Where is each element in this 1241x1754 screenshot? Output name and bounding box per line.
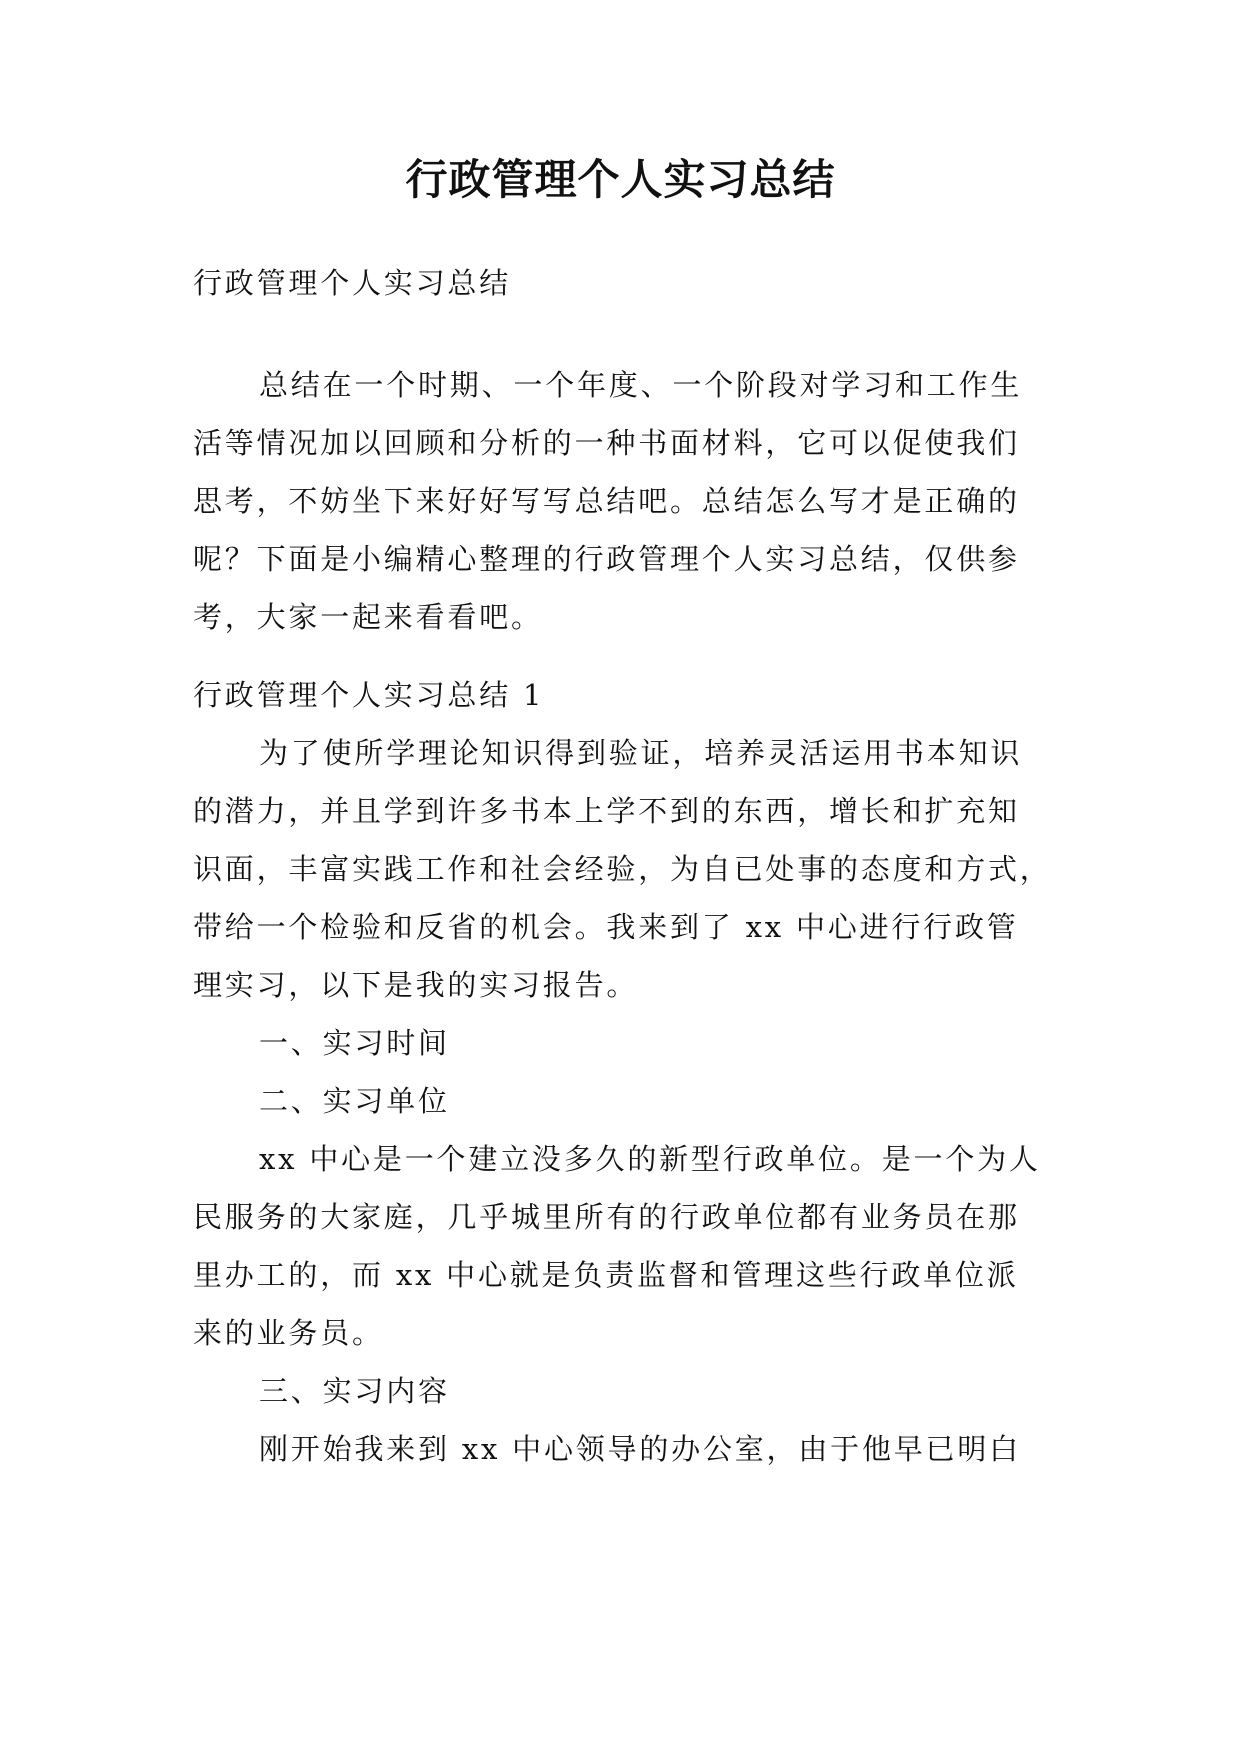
paragraph-line: 识面，丰富实践工作和社会经验，为自已处事的态度和方式， <box>193 852 1052 886</box>
list-item-time: 一、实习时间 <box>259 1026 450 1060</box>
paragraph-line: 刚开始我来到 xx 中心领导的办公室，由于他早已明白 <box>259 1432 1021 1466</box>
document-title: 行政管理个人实习总结 <box>405 155 836 204</box>
list-item-content: 三、实习内容 <box>259 1374 450 1408</box>
paragraph-line: 总结在一个时期、一个年度、一个阶段对学习和工作生 <box>259 368 1023 402</box>
paragraph-line: 民服务的大家庭，几乎城里所有的行政单位都有业务员在那 <box>193 1200 1020 1234</box>
paragraph-line: 呢？下面是小编精心整理的行政管理个人实习总结，仅供参 <box>193 542 1020 576</box>
paragraph-3 <box>193 1420 1053 1478</box>
paragraph-2 <box>193 1130 1053 1362</box>
paragraph-line: xx 中心是一个建立没多久的新型行政单位。是一个为人 <box>259 1142 1041 1176</box>
paragraph-line: 来的业务员。 <box>193 1316 384 1350</box>
paragraph-line: 考，大家一起来看看吧。 <box>193 600 543 634</box>
paragraph-line: 思考，不妨坐下来好好写写总结吧。总结怎么写才是正确的 <box>193 484 1020 518</box>
document-subtitle: 行政管理个人实习总结 <box>193 266 512 300</box>
intro-paragraph <box>193 356 1053 646</box>
paragraph-line: 理实习，以下是我的实习报告。 <box>193 968 639 1002</box>
paragraph-line: 带给一个检验和反省的机会。我来到了 xx 中心进行行政管 <box>193 910 1019 944</box>
paragraph-line: 里办工的，而 xx 中心就是负责监督和管理这些行政单位派 <box>193 1258 1019 1292</box>
section-heading: 行政管理个人实习总结 1 <box>193 678 545 712</box>
paragraph-line: 为了使所学理论知识得到验证，培养灵活运用书本知识 <box>259 736 1023 770</box>
paragraph-1 <box>193 724 1053 1014</box>
paragraph-line: 的潜力，并且学到许多书本上学不到的东西，增长和扩充知 <box>193 794 1020 828</box>
paragraph-line: 活等情况加以回顾和分析的一种书面材料，它可以促使我们 <box>193 426 1020 460</box>
list-item-unit: 二、实习单位 <box>259 1084 450 1118</box>
